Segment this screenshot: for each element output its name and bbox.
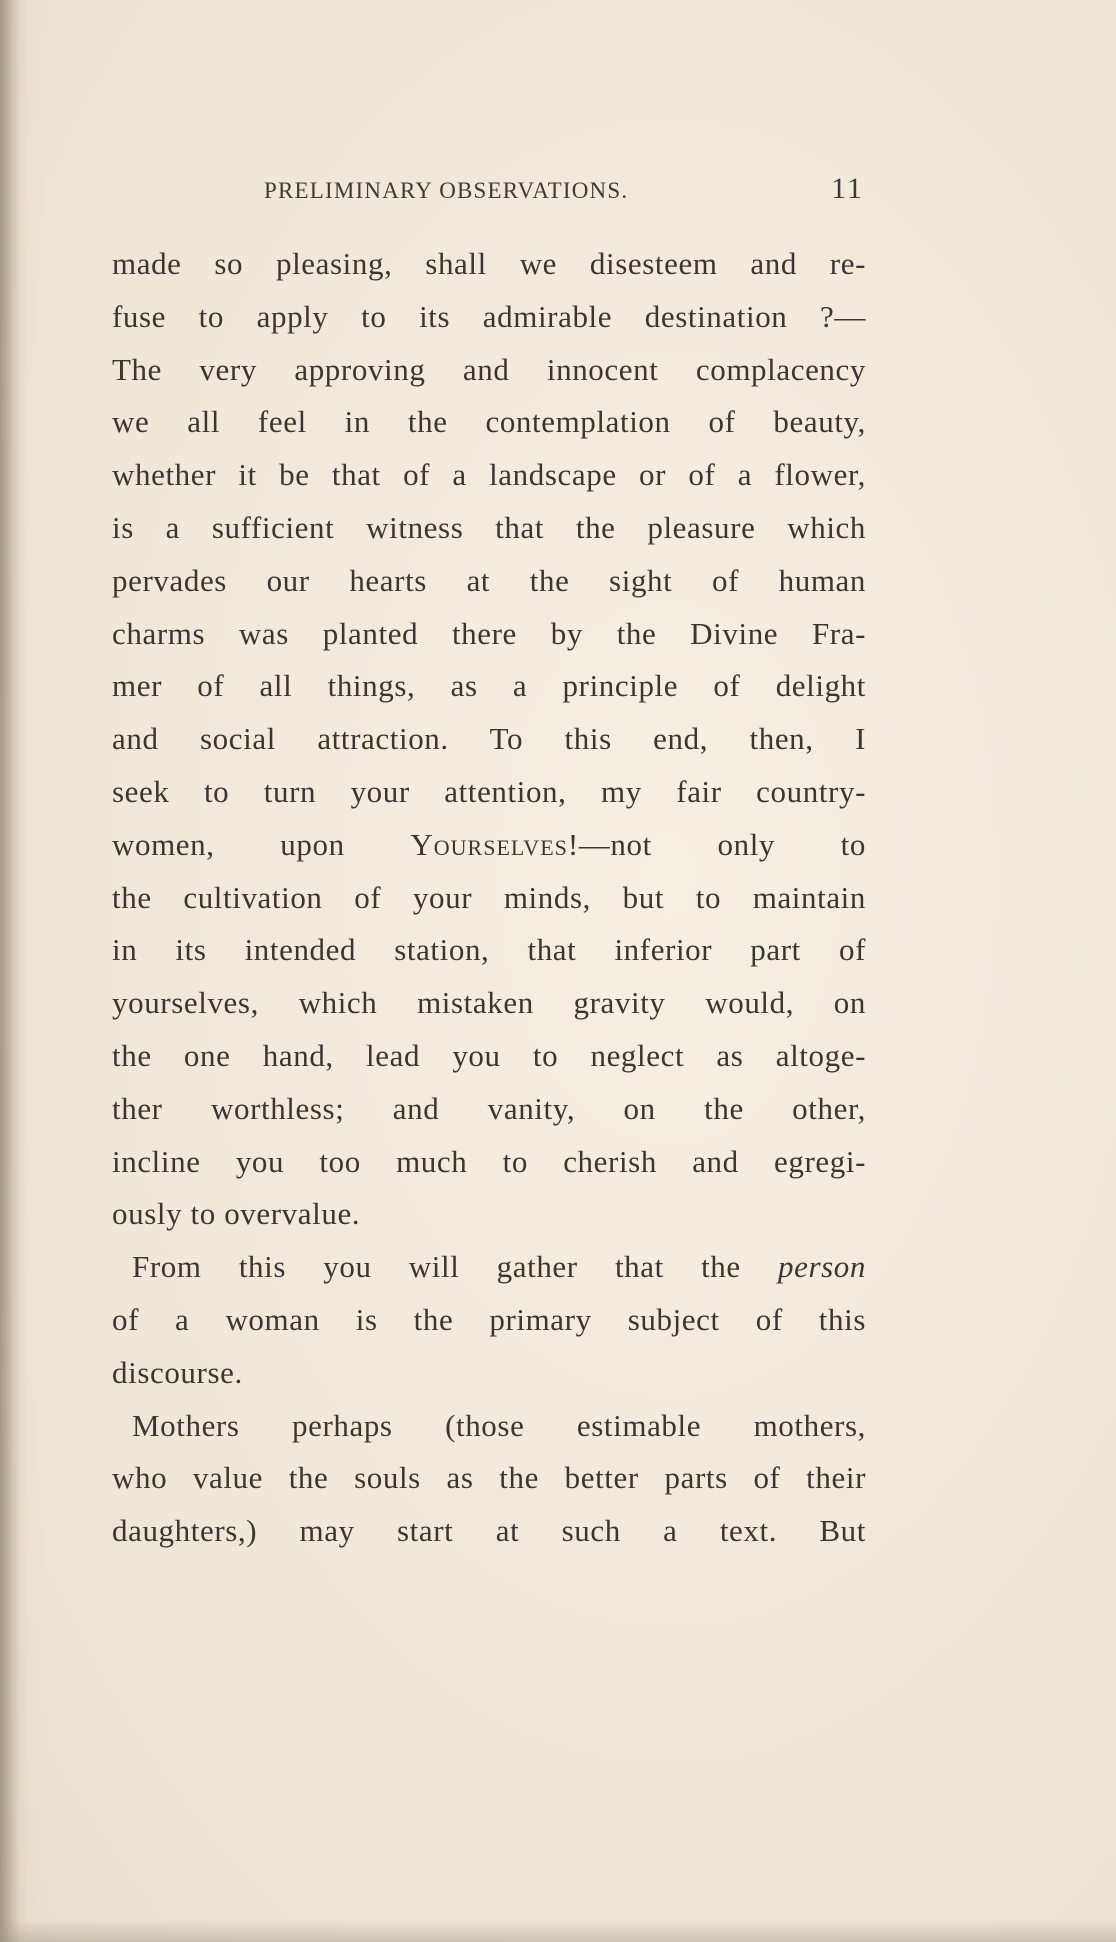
page-number: 11	[831, 172, 864, 205]
text-line: ously to overvalue.	[112, 1196, 361, 1232]
text-line: fuse to apply to its admirable destination ?—	[112, 298, 866, 334]
text-line: made so pleasing, shall we disesteem and re-	[112, 246, 866, 281]
text-line: the cultivation of your minds, but to maintain	[112, 879, 866, 915]
text-line: charms was planted there by the Divine Fra-	[112, 615, 866, 651]
text-segment: !—not only to	[567, 826, 866, 862]
gutter-shadow	[0, 0, 20, 1942]
text-line: who value the souls as the better parts of their	[112, 1460, 866, 1496]
text-segment: women, upon	[112, 826, 411, 862]
text-line-composite	[112, 819, 866, 872]
text-line: we all feel in the contemplation of beauty,	[112, 404, 866, 440]
text-line: The very approving and innocent complacency	[112, 351, 866, 387]
text-line: is a sufficient witness that the pleasure which	[112, 509, 866, 545]
running-head: PRELIMINARY OBSERVATIONS.	[264, 178, 629, 203]
emphasis-yourselves: Yourselves	[410, 826, 568, 862]
text-line: the one hand, lead you to neglect as altoge-	[112, 1037, 866, 1073]
text-line: daughters,) may start at such a text. But	[112, 1513, 866, 1549]
text-line: discourse.	[112, 1354, 243, 1390]
page-bottom-edge	[0, 1920, 1116, 1942]
text-line: yourselves, which mistaken gravity would, on	[112, 985, 866, 1021]
emphasis-person: person	[778, 1249, 866, 1285]
body-text	[112, 238, 866, 1558]
text-line: seek to turn your attention, my fair country-	[112, 773, 866, 809]
text-line: of a woman is the primary subject of this	[112, 1301, 866, 1337]
text-line: whether it be that of a landscape or of a flower,	[112, 457, 866, 493]
text-line: pervades our hearts at the sight of human	[112, 562, 866, 598]
text-line: Mothers perhaps (those estimable mothers,	[132, 1407, 866, 1443]
text-segment: From this you will gather that the	[132, 1249, 778, 1285]
text-line: in its intended station, that inferior part of	[112, 932, 866, 968]
text-line: ther worthless; and vanity, on the other,	[112, 1090, 866, 1126]
text-line: mer of all things, as a principle of delight	[112, 668, 866, 704]
page-header	[112, 172, 872, 212]
text-line: and social attraction. To this end, then, I	[112, 721, 866, 757]
text-line-composite	[112, 1241, 866, 1294]
text-line: incline you too much to cherish and egregi-	[112, 1143, 866, 1179]
